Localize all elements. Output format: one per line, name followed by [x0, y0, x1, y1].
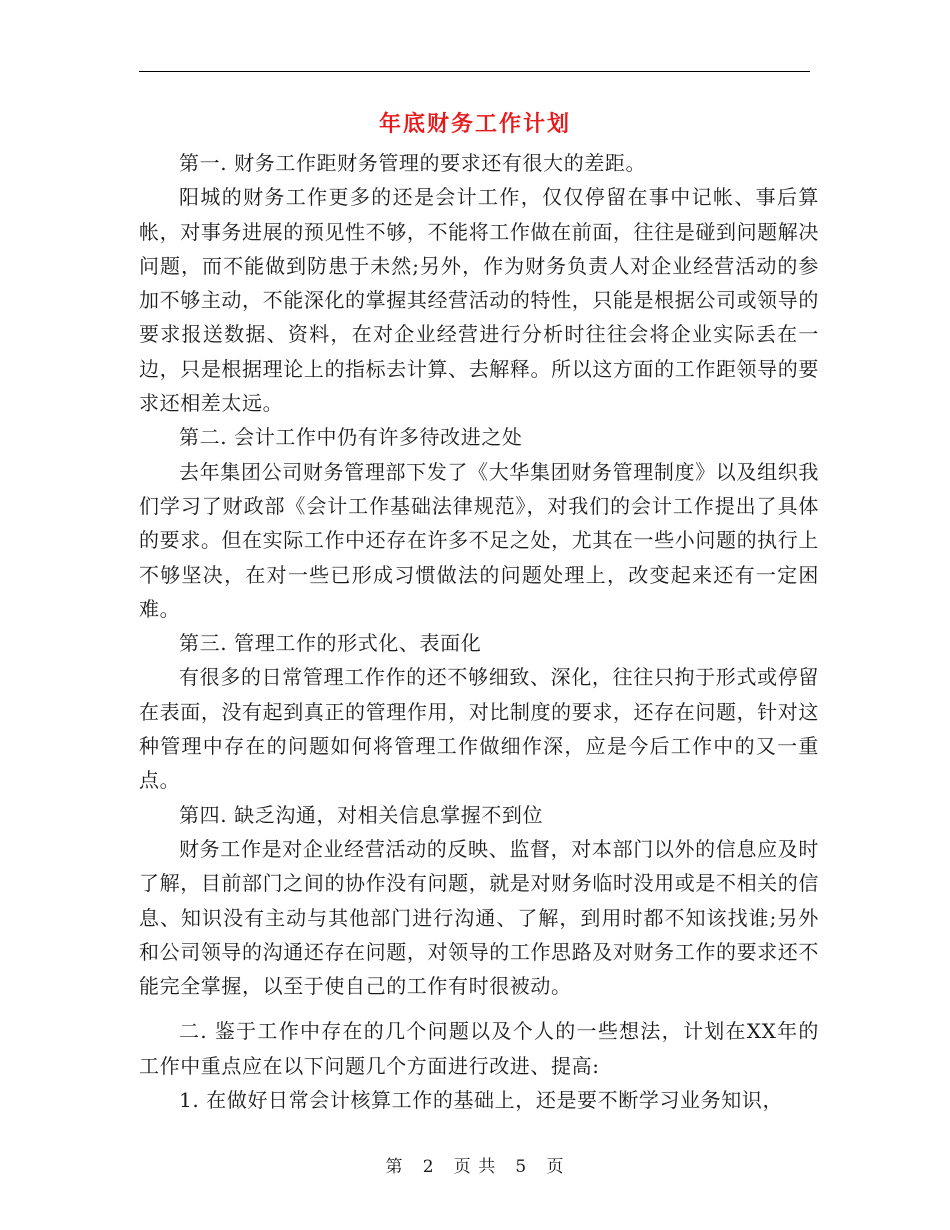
- paragraph: 财务工作是对企业经营活动的反映、监督，对本部门以外的信息应及时了解，目前部门之间的协作没有问题，就是对财务临时没用或是不相关的信息、知识没有主动与其他部门进行沟通、了解，到用时都不知该找谁;另外和公司领导的沟通还存在问题，对领导的工作思路及对财务工作的要求还不能完全掌握，以至于使自己的工作有时很被动。: [139, 836, 819, 999]
- footer-label-of: 页 共: [453, 1157, 497, 1177]
- footer-current-page: 2: [422, 1157, 435, 1177]
- section-heading-part-two: 二. 鉴于工作中存在的几个问题以及个人的一些想法，计划在XX年的工作中重点应在以下问题几个方面进行改进、提高:: [139, 1019, 819, 1078]
- section-heading-4: 第四. 缺乏沟通，对相关信息掌握不到位: [179, 802, 544, 827]
- section-heading-3: 第三. 管理工作的形式化、表面化: [179, 631, 482, 656]
- document-body: [139, 146, 819, 1117]
- document-title: 年底财务工作计划: [378, 111, 571, 137]
- paragraph: 去年集团公司财务管理部下发了《大华集团财务管理制度》以及组织我们学习了财政部《会计工作基础法律规范》，对我们的会计工作提出了具体的要求。但在实际工作中还存在许多不足之处，尤其在一些小问题的执行上不够坚决，在对一些已形成习惯做法的问题处理上，改变起来还有一定困难。: [139, 459, 819, 621]
- section-heading-2: 第二. 会计工作中仍有许多待改进之处: [179, 425, 523, 450]
- paragraph: 有很多的日常管理工作作的还不够细致、深化，往往只拘于形式或停留在表面，没有起到真正的管理作用，对比制度的要求，还存在问题，针对这种管理中存在的问题如何将管理工作做细作深，应是今后工作中的又一重点。: [139, 665, 819, 793]
- list-item: 1. 在做好日常会计核算工作的基础上，还是要不断学习业务知识，: [179, 1088, 784, 1113]
- page-footer: [0, 1152, 950, 1177]
- footer-total-pages: 5: [515, 1157, 528, 1177]
- footer-label-page: 第: [385, 1157, 404, 1177]
- paragraph: 阳城的财务工作更多的还是会计工作，仅仅停留在事中记帐、事后算帐，对事务进展的预见性不够，不能将工作做在前面，往往是碰到问题解决问题，而不能做到防患于未然;另外，作为财务负责人对企业经营活动的参加不够主动，不能深化的掌握其经营活动的特性，只能是根据公司或领导的要求报送数据、资料，在对企业经营进行分析时往往会将企业实际丢在一边，只是根据理论上的指标去计算、去解释。所以这方面的工作距领导的要求还相差太远。: [139, 185, 819, 416]
- footer-label-end: 页: [546, 1157, 565, 1177]
- header-rule: [139, 71, 810, 72]
- section-heading-1: 第一. 财务工作距财务管理的要求还有很大的差距。: [179, 151, 647, 175]
